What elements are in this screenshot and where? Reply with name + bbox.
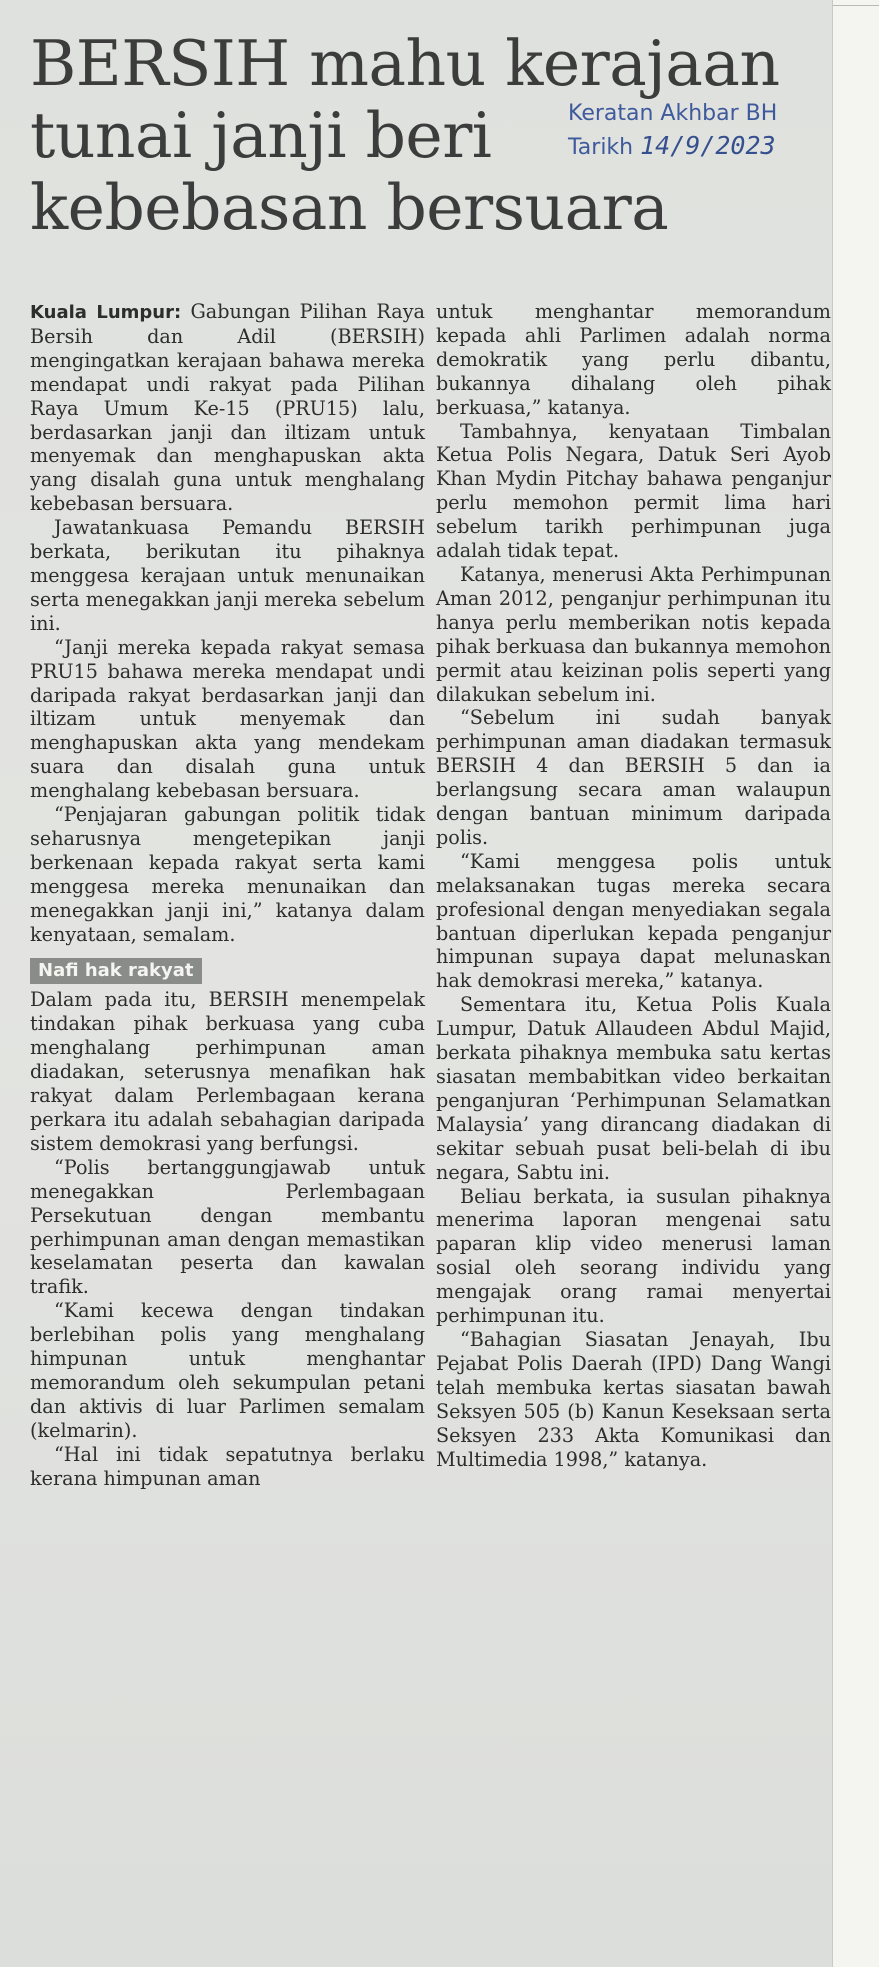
clipping-source: BH xyxy=(745,101,778,126)
article-paragraph: untuk menghantar memorandum kepada ahli Parlimen adalah norma demokratik yang perlu dibantu, bukannya dihalang oleh pihak berkuasa,” katanya. xyxy=(436,300,831,419)
page-right-rule xyxy=(832,0,833,1967)
clipping-label: Keratan Akhbar xyxy=(568,101,739,126)
dateline: Kuala Lumpur: xyxy=(30,302,182,323)
article-paragraph: “Kami kecewa dengan tindakan berlebihan polis yang menghalang himpunan untuk menghantar memorandum oleh sekumpulan petani dan aktivis di luar Parlimen semalam (kelmarin). xyxy=(30,1299,425,1442)
article-paragraph: Sementara itu, Ketua Polis Kuala Lumpur, Datuk Allaudeen Abdul Majid, berkata pihaknya membuka satu kertas siasatan membabitkan video berkaitan penganjuran ‘Perhimpunan Selamatkan Malaysia’ yang dirancang diadakan di sekitar sebuah pusat beli-belah di ibu negara, Sabtu ini. xyxy=(436,993,831,1184)
article-column-right xyxy=(436,300,831,1471)
article-paragraph: “Sebelum ini sudah banyak perhimpunan aman diadakan termasuk BERSIH 4 dan BERSIH 5 dan ia berlangsung secara aman walaupun dengan bantuan minimum daripada polis. xyxy=(436,706,831,849)
article-paragraph: Katanya, menerusi Akta Perhimpunan Aman 2012, penganjur perhimpunan itu hanya perlu memberikan notis kepada pihak berkuasa dan bukannya memohon permit atau keizinan polis seperti yang dilakukan sebelum ini. xyxy=(436,562,831,706)
headline-line-1: BERSIH mahu kerajaan xyxy=(30,27,780,100)
article-paragraph: “Polis bertanggungjawab untuk menegakkan Perlembagaan Persekutuan dengan membantu perhimpunan aman dengan memastikan keselamatan peserta dan kawalan trafik. xyxy=(30,1155,425,1299)
article-paragraph: “Hal ini tidak sepatutnya berlaku kerana himpunan aman xyxy=(30,1442,425,1490)
clipping-date-value: 14/9/2023 xyxy=(640,131,776,160)
article-paragraph: Beliau berkata, ia susulan pihaknya menerima laporan mengenai satu paparan klip video menerusi laman sosial oleh seorang individu yang mengajak orang ramai menyertai perhimpunan itu. xyxy=(436,1184,831,1328)
headline-line-3: kebebasan bersuara xyxy=(30,171,669,244)
paragraph-text: Gabungan Pilihan Raya Bersih dan Adil (BERSIH) mengingatkan kerajaan bahawa mereka mendapat undi rakyat pada Pilihan Raya Umum Ke-15 (PRU15) lalu, berdasarkan janji dan iltizam untuk menyemak dan menghapuskan akta yang disalah guna untuk menghalang kebebasan bersuara. xyxy=(30,300,425,516)
article-paragraph: Dalam pada itu, BERSIH menempelak tindakan pihak berkuasa yang cuba menghalang perhimpunan aman diadakan, seterusnya menafikan hak rakyat dalam Perlembagaan kerana perkara itu adalah sebahagian daripada sistem demokrasi yang berfungsi. xyxy=(30,988,425,1155)
article-paragraph xyxy=(30,300,425,516)
article-column-left xyxy=(30,300,425,1491)
article-paragraph: “Penjajaran gabungan politik tidak seharusnya mengetepikan janji berkenaan kepada rakyat serta kami menggesa mereka menunaikan dan menegakkan janji ini,” katanya dalam kenyataan, semalam. xyxy=(30,803,425,946)
article-paragraph: “Kami menggesa polis untuk melaksanakan tugas mereka secara profesional dengan menyediakan segala bantuan diperlukan kepada penganjur himpunan supaya dapat melunaskan hak demokrasi mereka,” katanya. xyxy=(436,849,831,993)
headline-line-2: tunai janji beri xyxy=(30,99,492,172)
clipping-stamp xyxy=(568,98,832,164)
clipping-date-label: Tarikh xyxy=(568,135,634,160)
article-paragraph: Jawatankuasa Pemandu BERSIH berkata, berikutan itu pihaknya menggesa kerajaan untuk menunaikan serta menegakkan janji mereka sebelum ini. xyxy=(30,516,425,635)
article-paragraph: Tambahnya, kenyataan Timbalan Ketua Polis Negara, Datuk Seri Ayob Khan Mydin Pitchay bahawa penganjur perlu memohon permit lima hari sebelum tarikh perhimpunan juga adalah tidak tepat. xyxy=(436,419,831,563)
subheading: Nafi hak rakyat xyxy=(30,958,202,984)
article-paragraph: “Bahagian Siasatan Jenayah, Ibu Pejabat Polis Daerah (IPD) Dang Wangi telah membuka kertas siasatan bawah Seksyen 505 (b) Kanun Keseksaan serta Seksyen 233 Akta Komunikasi dan Multimedia 1998,” katanya. xyxy=(436,1327,831,1471)
article-paragraph: “Janji mereka kepada rakyat semasa PRU15 bahawa mereka mendapat undi daripada rakyat berdasarkan janji dan iltizam untuk menyemak dan menghapuskan akta yang mendekam suara dan disalah guna untuk menghalang kebebasan bersuara. xyxy=(30,635,425,803)
